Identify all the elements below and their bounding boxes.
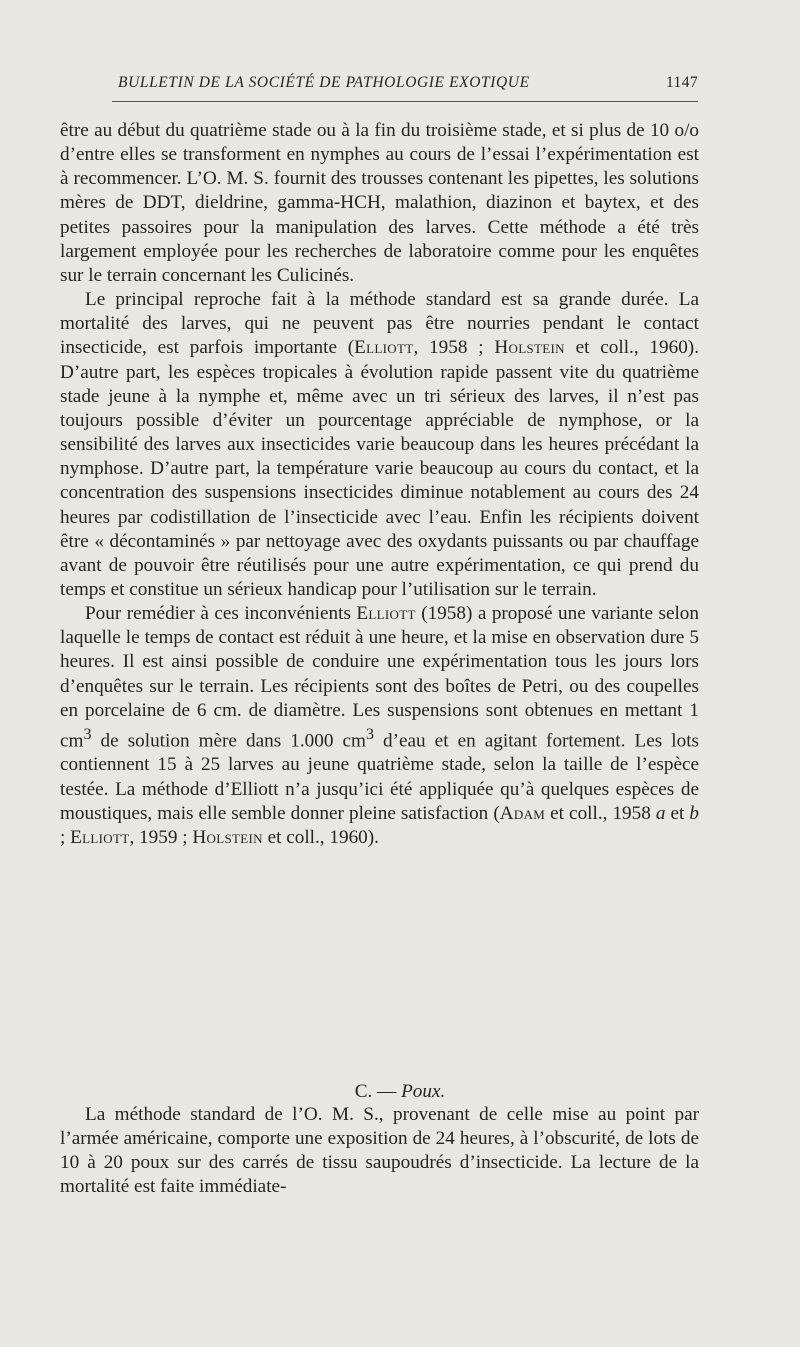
running-head [118, 74, 698, 92]
author-name: Elliott [354, 337, 414, 359]
paragraph-2: Le principal reproche fait à la méthode standard est sa grande durée. La mortalité des larves, qui ne peuvent pas être nourries pendant le contact insecticide, est parfois importante (Elliott, 1958 ; Holstein et coll., 1960). D’autre part, les espèces tropicales à évolution rapide passent vite du quatrième stade jeune à la nymphe et, même avec un tri sérieux des larves, il n’est pas toujours possible d’éviter un pourcentage appréciable de nymphose, or la sensibilité des larves aux insecticides varie beaucoup dans les heures précédant la nymphose. D’autre part, la température varie beaucoup au cours du contact, et la concentration des suspensions insecticides diminue notablement au cours des 24 heures par codistillation de l’insecticide avec l’eau. Enfin les récipients doivent être « décontaminés » par nettoyage avec des oxydants puissants ou par chauffage avant de pouvoir être réutilisés pour une autre expérimentation, ce qui prend du temps et constitue un sérieux handicap pour l’utilisation sur le terrain. [60, 289, 699, 600]
superscript: 3 [83, 725, 92, 743]
superscript: 3 [365, 725, 374, 743]
author-name: Adam [499, 802, 546, 824]
author-name: Holstein [192, 826, 263, 848]
page-number: 1147 [665, 74, 698, 91]
section-heading [0, 1081, 800, 1103]
paragraph-4: La méthode standard de l’O. M. S., provenant de celle mise au point par l’armée américaine, comporte une exposition de 24 heures, à l’obscurité, de lots de 10 à 20 poux sur des carrés de tissu saupoudrés d’insecticide. La lecture de la mortalité est faite immédiate- [60, 1104, 699, 1198]
body-text-section-c [60, 1103, 699, 1200]
header-rule [112, 101, 698, 102]
journal-title: BULLETIN DE LA SOCIÉTÉ DE PATHOLOGIE EXOTIQUE [118, 74, 530, 91]
author-name: Holstein [494, 337, 565, 359]
paragraph-1: être au début du quatrième stade ou à la fin du troisième stade, et si plus de 10 o/o d’entre elles se transforment en nymphes au cours de l’essai l’expérimentation est à recommencer. L’O. M. S. fournit des trousses contenant les pipettes, les solutions mères de DDT, dieldrine, gamma-HCH, malathion, diazinon et baytex, et des petites passoires pour la manipulation des larves. Cette méthode a été très largement employée pour les recherches de laboratoire comme pour les enquêtes sur le terrain concernant les Culicinés. [60, 120, 699, 286]
section-label: C. — [354, 1081, 402, 1102]
author-name: Elliott [70, 826, 130, 848]
paragraph-3: Pour remédier à ces inconvénients Elliott (1958) a proposé une variante selon laquelle le temps de contact est réduit à une heure, et la mise en observation dure 5 heures. Il est ainsi possible de conduire une expérimentation tous les jours lors d’enquêtes sur le terrain. Les récipients sont des boîtes de Petri, ou des coupelles en porcelaine de 6 cm. de diamètre. Les suspensions sont obtenues en mettant 1 $cm^3$ de solution mère dans 1.000 $cm^3$ d’eau et en agitant fortement. Les lots contiennent 15 à 25 larves au jeune quatrième stade, selon la taille de l’espèce testée. La méthode d’Elliott n’a jusqu’ici été appliquée qu’à quelques espèces de moustiques, mais elle semble donner pleine satisfaction (Adam et coll., 1958 a et b ; Elliott, 1959 ; Holstein et coll., 1960). [60, 603, 699, 848]
section-title: Poux. [401, 1081, 446, 1102]
author-name: Elliott [356, 603, 416, 625]
body-text [60, 119, 699, 850]
